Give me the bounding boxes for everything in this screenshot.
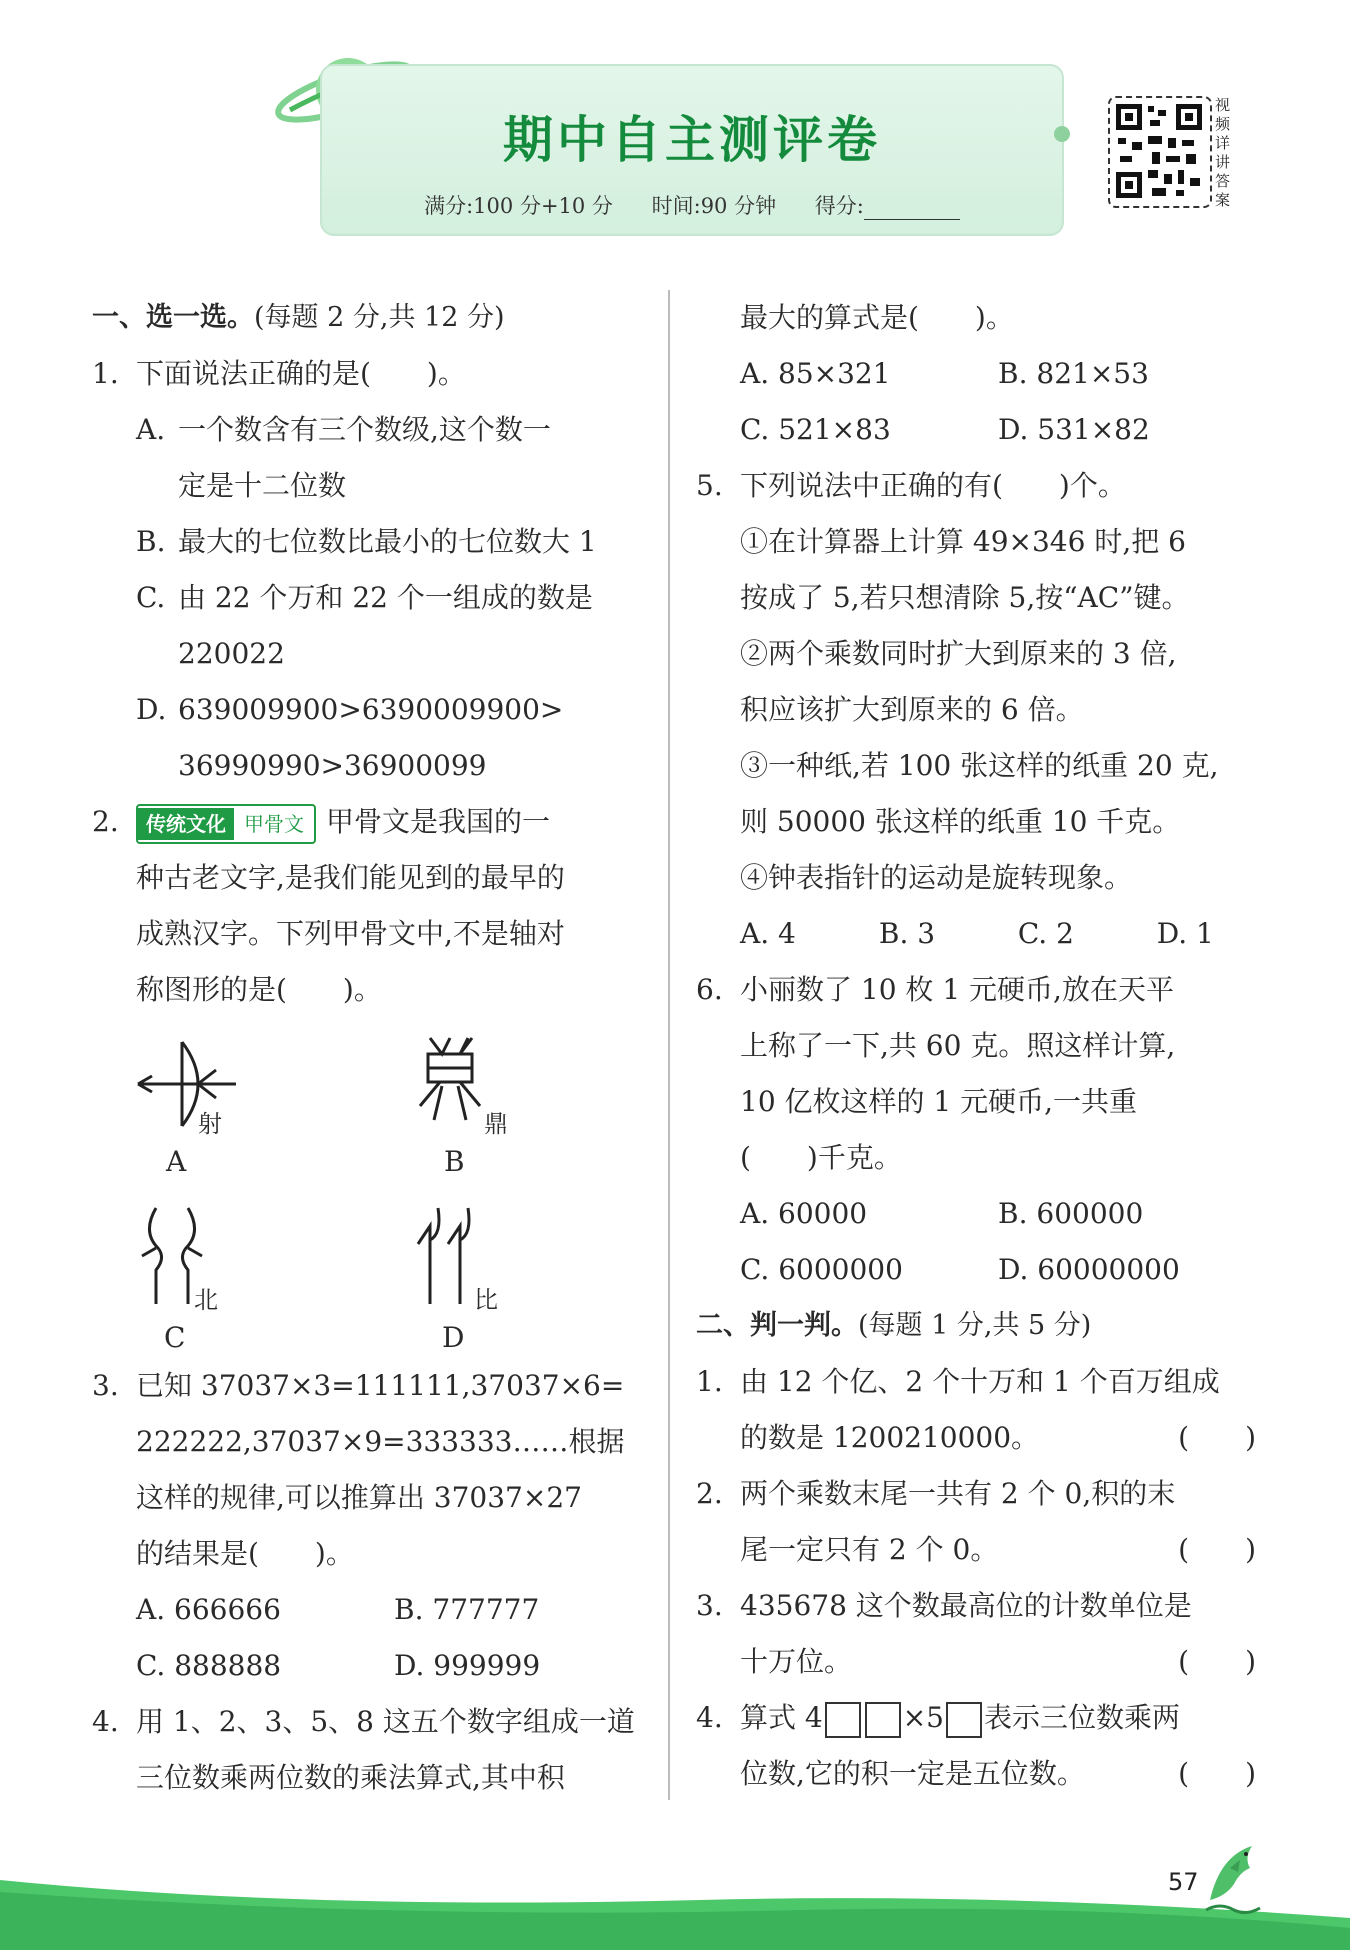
- option-letter: D.: [136, 693, 167, 726]
- question-3-line-2: 222222,37037×9=333333……根据: [136, 1425, 625, 1458]
- exam-info: [322, 190, 1062, 220]
- question-1: [92, 346, 652, 402]
- statement-4: ④钟表指针的运动是旋转现象。: [740, 861, 1133, 894]
- glyph-option-a[interactable]: [136, 1036, 336, 1186]
- question-stem: 用 1、2、3、5、8 这五个数字组成一道: [136, 1705, 635, 1738]
- question-4-line-3: 最大的算式是( )。: [740, 301, 1014, 334]
- judge-text-pre: 算式 4: [740, 1701, 823, 1734]
- judge-text-post: 表示三位数乘两: [984, 1701, 1181, 1734]
- question-6: [696, 962, 1256, 1018]
- glyph-option-c[interactable]: [136, 1204, 336, 1354]
- oracle-bone-figures: [136, 1018, 652, 1358]
- score-field: [815, 194, 960, 218]
- question-2-line-2: 种古老文字,是我们能见到的最早的: [136, 861, 565, 894]
- judge-text: 十万位。: [740, 1645, 853, 1678]
- left-column: [92, 290, 652, 1806]
- option-letter: C.: [136, 581, 166, 614]
- culture-tag: [136, 804, 316, 844]
- question-stem-line: [92, 794, 652, 850]
- glyph-char: 射: [198, 1110, 222, 1138]
- digit-box[interactable]: [946, 1702, 982, 1738]
- q3-options-row-1: [92, 1582, 652, 1638]
- option-a[interactable]: A. 666666: [136, 1593, 281, 1626]
- option-b[interactable]: B. 600000: [998, 1197, 1144, 1230]
- question-number: 1.: [696, 1365, 723, 1398]
- option-c[interactable]: C. 6000000: [740, 1253, 903, 1286]
- option-d[interactable]: D. 999999: [394, 1649, 541, 1682]
- q6-options-row-1: [696, 1186, 1256, 1242]
- title-banner: [320, 64, 1064, 236]
- stem-text: 甲骨文是我国的一: [326, 805, 551, 838]
- question-number: 5.: [696, 469, 723, 502]
- score-blank: [864, 199, 960, 220]
- option-text: 最大的七位数比最小的七位数大 1: [178, 525, 597, 558]
- judge-2-line-2: [696, 1522, 1256, 1578]
- question-stem: 下列说法中正确的有( )个。: [740, 469, 1126, 502]
- option-letter: B.: [136, 525, 166, 558]
- glyph-label: D: [442, 1321, 465, 1354]
- glyph-char: 鼎: [484, 1110, 508, 1138]
- option-d[interactable]: D. 60000000: [998, 1253, 1180, 1286]
- section-1-heading: [92, 290, 652, 346]
- section-1-note: (每题 2 分,共 12 分): [254, 302, 505, 333]
- glyph-label: C: [164, 1321, 186, 1354]
- statement-1-cont: 按成了 5,若只想清除 5,按“AC”键。: [740, 581, 1190, 614]
- statement-1: ①在计算器上计算 49×346 时,把 6: [740, 525, 1186, 558]
- dolphin-icon: [1200, 1838, 1270, 1918]
- option-c[interactable]: [92, 570, 652, 626]
- judge-stem: 由 12 个亿、2 个十万和 1 个百万组成: [740, 1365, 1220, 1398]
- question-6-line-2: 上称了一下,共 60 克。照这样计算,: [740, 1029, 1176, 1062]
- answer-parens[interactable]: ( ): [1178, 1757, 1256, 1790]
- oracle-she-icon: [136, 1036, 246, 1136]
- question-4-line-2: 三位数乘两位数的乘法算式,其中积: [136, 1761, 565, 1794]
- footer-wave: [0, 1840, 1350, 1950]
- judge-text-mid: ×5: [902, 1701, 944, 1734]
- judge-1-line-2: [696, 1410, 1256, 1466]
- answer-parens[interactable]: ( ): [1178, 1421, 1256, 1454]
- option-c-cont: 220022: [178, 637, 285, 670]
- judge-stem: 435678 这个数最高位的计数单位是: [740, 1589, 1192, 1622]
- option-d[interactable]: D. 531×82: [998, 413, 1150, 446]
- judge-1: [696, 1354, 1256, 1410]
- judge-text: 尾一定只有 2 个 0。: [740, 1533, 999, 1566]
- q6-options-row-2: [696, 1242, 1256, 1298]
- q5-options: [696, 906, 1256, 962]
- score-label: 得分:: [814, 194, 864, 218]
- option-text: 639009900>6390009900>: [178, 693, 564, 726]
- answer-parens[interactable]: ( ): [1178, 1645, 1256, 1678]
- option-a[interactable]: [92, 402, 652, 458]
- option-text: 一个数含有三个数级,这个数一: [178, 413, 551, 446]
- page-number: 57: [1168, 1868, 1199, 1896]
- statement-3-cont: 则 50000 张这样的纸重 10 千克。: [740, 805, 1181, 838]
- question-3: [92, 1358, 652, 1414]
- column-divider: [668, 290, 670, 1800]
- glyph-label: B: [444, 1145, 465, 1178]
- q4-options-row-1: [696, 346, 1256, 402]
- option-text: 由 22 个万和 22 个一组成的数是: [178, 581, 593, 614]
- judge-4-line-2: [696, 1746, 1256, 1802]
- question-6-line-4: ( )千克。: [740, 1141, 902, 1174]
- option-d[interactable]: D. 1: [1156, 917, 1214, 950]
- glyph-option-d[interactable]: [412, 1204, 612, 1354]
- option-a-cont: 定是十二位数: [178, 469, 347, 502]
- question-4: [92, 1694, 652, 1750]
- judge-stem: [696, 1690, 1256, 1746]
- statement-2: ②两个乘数同时扩大到原来的 3 倍,: [740, 637, 1177, 670]
- answer-parens[interactable]: ( ): [1178, 1533, 1256, 1566]
- question-2-line-3: 成熟汉字。下列甲骨文中,不是轴对: [136, 917, 565, 950]
- judge-stem: 两个乘数末尾一共有 2 个 0,积的末: [740, 1477, 1176, 1510]
- qr-pattern-icon: [1116, 104, 1202, 198]
- option-d-cont: 36990990>36900099: [178, 749, 487, 782]
- option-b[interactable]: [92, 514, 652, 570]
- question-2: [92, 794, 652, 850]
- judge-4: [696, 1690, 1256, 1746]
- option-letter: A.: [136, 413, 166, 446]
- qr-label: 视频详讲答案: [1215, 96, 1231, 209]
- judge-2: [696, 1466, 1256, 1522]
- digit-box[interactable]: [825, 1702, 861, 1738]
- option-c[interactable]: C. 2: [1017, 917, 1074, 950]
- header: [270, 40, 1070, 240]
- tag-secondary: 甲骨文: [244, 811, 304, 836]
- option-a[interactable]: A. 85×321: [740, 357, 891, 390]
- option-b[interactable]: B. 821×53: [998, 357, 1149, 390]
- question-number: 4.: [92, 1705, 119, 1738]
- question-stem: 已知 37037×3=111111,37037×6=: [136, 1369, 625, 1402]
- oracle-bei-icon: [136, 1204, 246, 1314]
- option-c[interactable]: C. 521×83: [740, 413, 891, 446]
- question-3-line-3: 这样的规律,可以推算出 37037×27: [136, 1481, 582, 1514]
- question-number: 2.: [696, 1477, 723, 1510]
- judge-text: 位数,它的积一定是五位数。: [740, 1757, 1085, 1790]
- qr-code[interactable]: [1108, 96, 1212, 208]
- glyph-char: 北: [194, 1286, 218, 1314]
- question-stem: 小丽数了 10 枚 1 元硬币,放在天平: [740, 973, 1174, 1006]
- option-d[interactable]: [92, 682, 652, 738]
- glyph-option-b[interactable]: [412, 1036, 612, 1186]
- option-b[interactable]: B. 3: [878, 917, 936, 950]
- question-5: [696, 458, 1256, 514]
- question-number: 1.: [92, 357, 119, 390]
- question-2-line-4: 称图形的是( )。: [136, 973, 382, 1006]
- tag-primary: 传统文化: [138, 808, 234, 840]
- question-number: 2.: [92, 805, 119, 838]
- section-1-title: 一、选一选。: [92, 302, 254, 333]
- option-a[interactable]: A. 60000: [740, 1197, 868, 1230]
- judge-3: [696, 1578, 1256, 1634]
- page-title: 期中自主测评卷: [503, 111, 881, 169]
- question-number: 6.: [696, 973, 723, 1006]
- section-2-note: (每题 1 分,共 5 分): [858, 1310, 1092, 1341]
- question-number: 3.: [92, 1369, 119, 1402]
- glyph-label: A: [166, 1145, 187, 1178]
- right-column: [696, 290, 1256, 1802]
- question-6-line-3: 10 亿枚这样的 1 元硬币,一共重: [740, 1085, 1138, 1118]
- judge-3-line-2: [696, 1634, 1256, 1690]
- time-limit: 时间:90 分钟: [651, 194, 777, 218]
- question-stem: 下面说法正确的是( )。: [136, 357, 466, 390]
- question-number: 4.: [696, 1701, 723, 1734]
- section-2-title: 二、判一判。: [696, 1310, 858, 1341]
- banner-dot: [1054, 126, 1070, 142]
- option-a[interactable]: A. 4: [740, 917, 796, 950]
- oracle-bi-icon: [412, 1204, 522, 1314]
- judge-text: 的数是 1200210000。: [740, 1421, 1040, 1454]
- glyph-char: 比: [474, 1286, 498, 1314]
- option-b[interactable]: B. 777777: [394, 1593, 540, 1626]
- q4-options-row-2: [696, 402, 1256, 458]
- digit-box[interactable]: [865, 1702, 901, 1738]
- option-c[interactable]: C. 888888: [136, 1649, 282, 1682]
- q3-options-row-2: [92, 1638, 652, 1694]
- question-number: 3.: [696, 1589, 723, 1622]
- question-3-line-4: 的结果是( )。: [136, 1537, 354, 1570]
- full-score: 满分:100 分+10 分: [424, 194, 613, 218]
- section-2-heading: [696, 1298, 1256, 1354]
- statement-3: ③一种纸,若 100 张这样的纸重 20 克,: [740, 749, 1219, 782]
- statement-2-cont: 积应该扩大到原来的 6 倍。: [740, 693, 1084, 726]
